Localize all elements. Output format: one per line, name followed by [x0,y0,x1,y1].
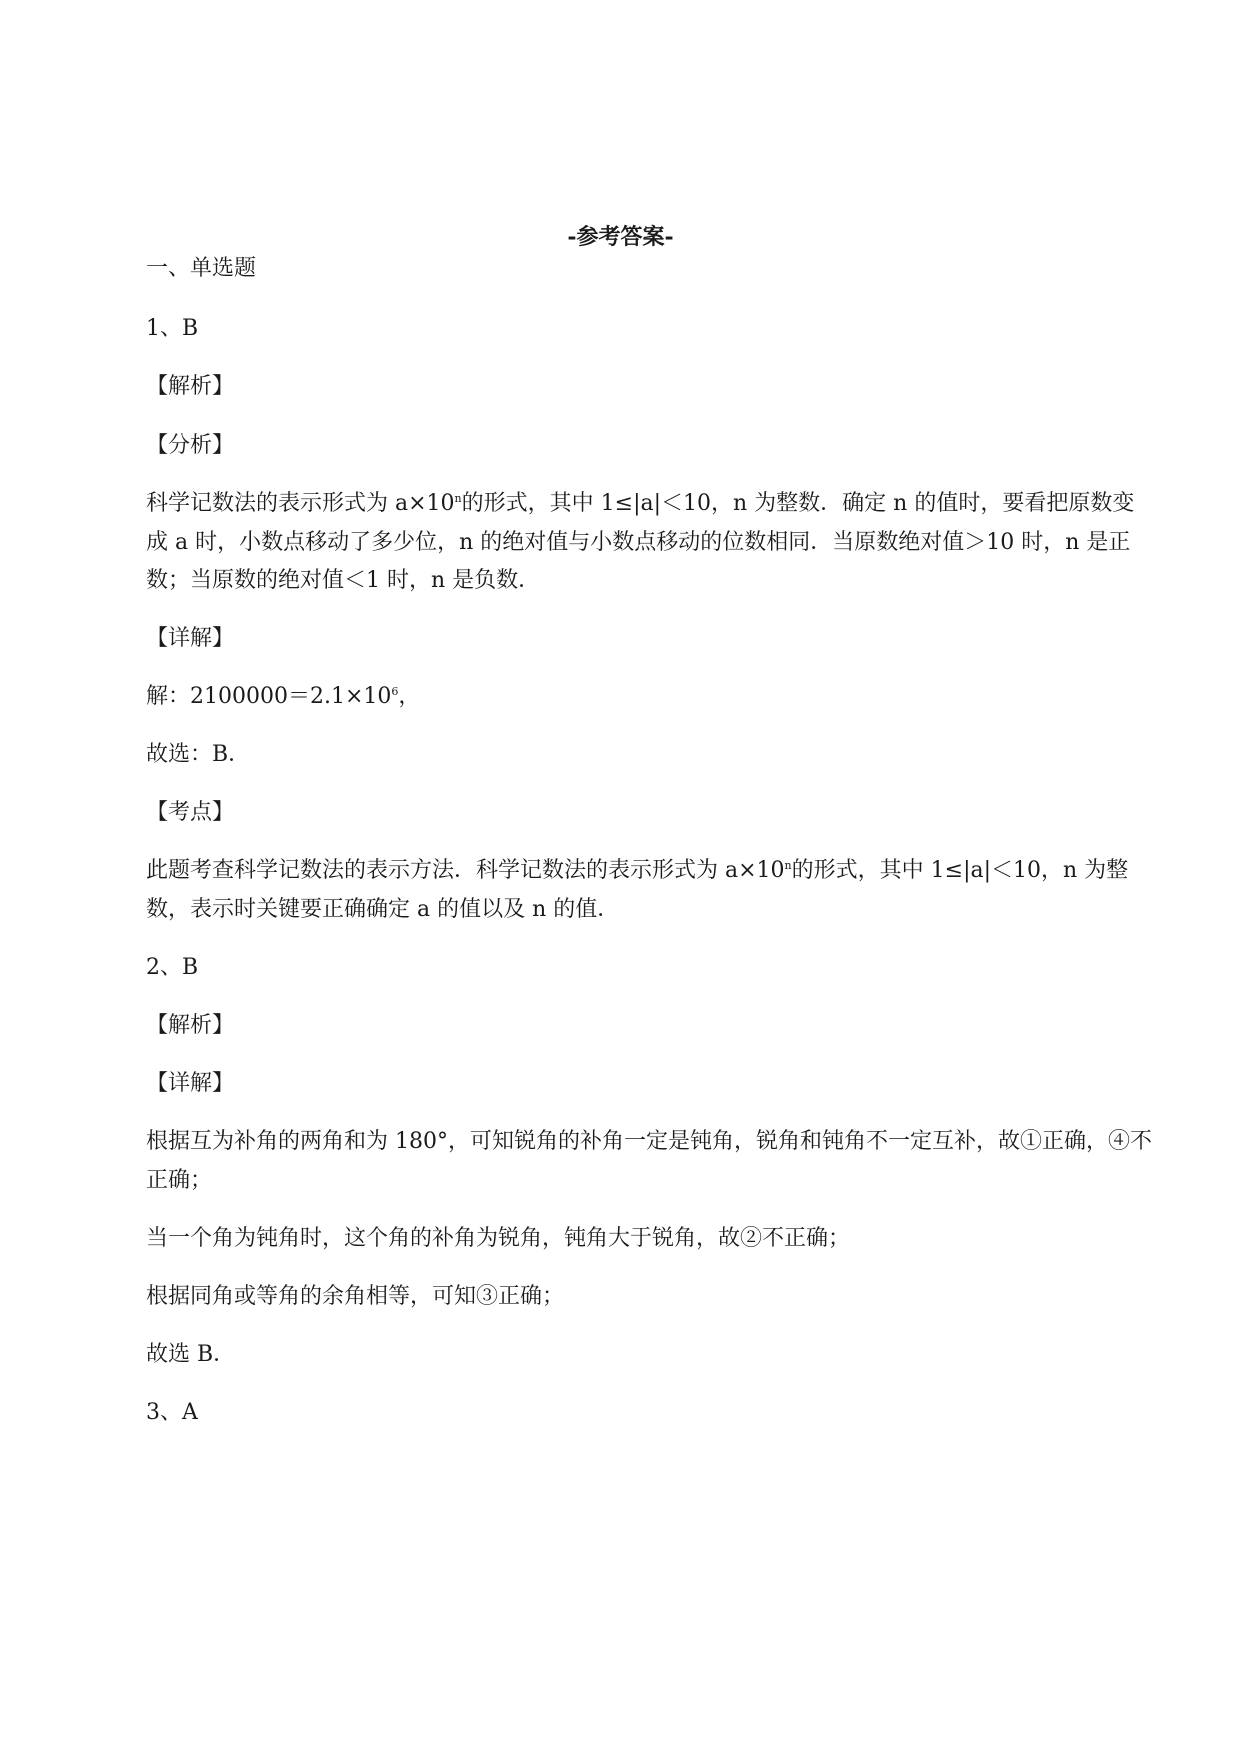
q1-point-line-1: 此题考查科学记数法的表示方法．科学记数法的表示形式为 $a\times 10^n$的形式，其中 1≤|a|＜10，n 为整 [146,858,1129,883]
q1-point-line-2: 数，表示时关键要正确确定 a 的值以及 n 的值． [146,897,620,922]
q1-analysis-line-2: 成 a 时，小数点移动了多少位，n 的绝对值与小数点移动的位数相同．当原数绝对值＞10 时，n 是正 [146,530,1131,555]
q1-kaodian-label: 【考点】 [146,800,235,825]
q2-detail-line-4: 根据同角或等角的余角相等，可知③正确； [146,1284,565,1309]
q1-analysis-line-1: 科学记数法的表示形式为 $a\times 10^n$的形式，其中 1≤|a|＜10，n 为整数．确定 n 的值时，要看把原数变 [146,491,1135,516]
q2-jiexi-label: 【解析】 [146,1013,235,1038]
q1-xiangjie-label: 【详解】 [146,626,235,651]
q1-solution: 解：$2100000=2.1\times 10^6$， [146,684,421,709]
q2-xiangjie-label: 【详解】 [146,1071,235,1096]
q2-detail-line-3: 当一个角为钝角时，这个角的补角为锐角，钝角大于锐角，故②不正确； [146,1226,851,1251]
q2-choose: 故选 B． [146,1342,236,1367]
q1-analysis-line-3: 数；当原数的绝对值＜1 时，n 是负数． [146,568,541,593]
q2-detail-line-2: 正确； [146,1168,213,1193]
q1-choose: 故选：B． [146,742,251,767]
q1-jiexi-label: 【解析】 [146,374,235,399]
q1-answer: 1、B [146,316,199,341]
q3-answer: 3、A [146,1400,198,1425]
q2-detail-line-1: 根据互为补角的两角和为 180°，可知锐角的补角一定是钝角，锐角和钝角不一定互补，故①正确，④不 [146,1129,1152,1154]
q1-fenxi-label: 【分析】 [146,433,235,458]
section-heading: 一、单选题 [146,256,257,281]
answer-key-title: -参考答案- [567,224,674,250]
q2-answer: 2、B [146,955,199,980]
